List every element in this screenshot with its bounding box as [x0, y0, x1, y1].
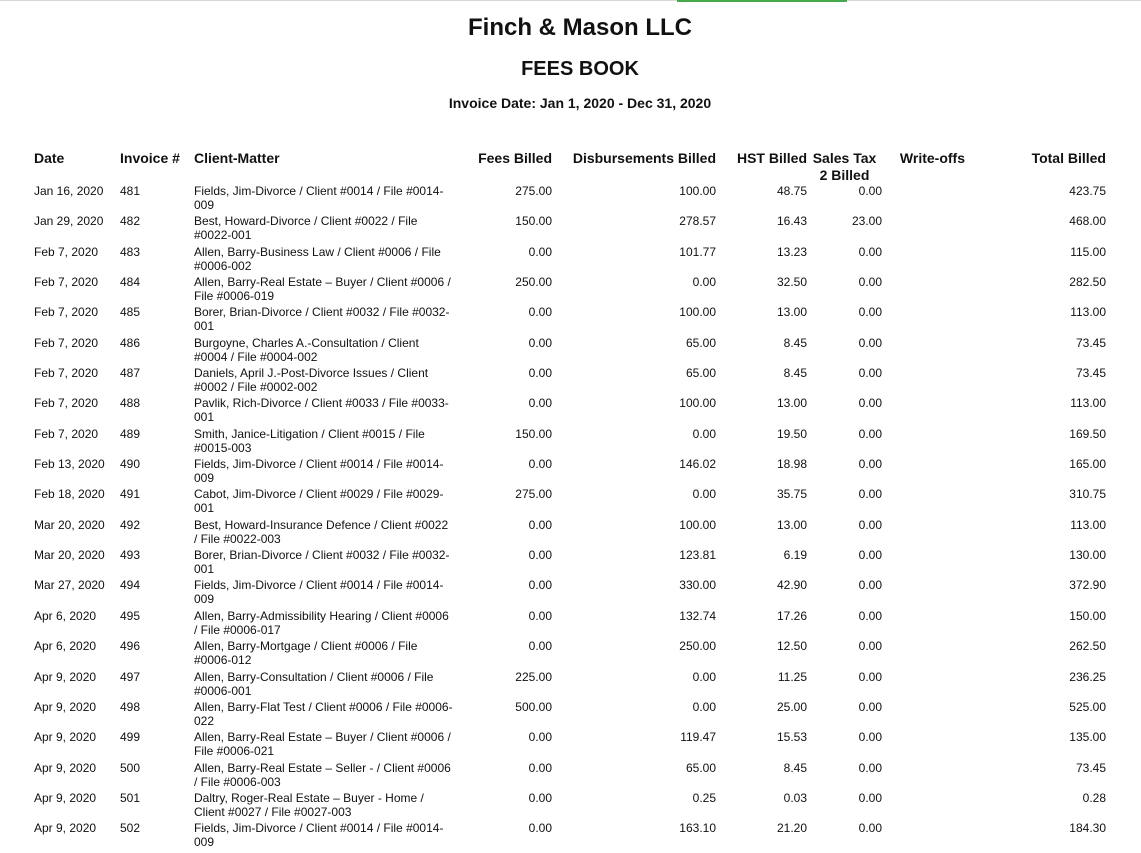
- column-header-hst-billed: HST Billed: [736, 150, 807, 166]
- sales-tax-2-billed-cell: 0.00: [858, 730, 882, 745]
- table-row: [34, 487, 1106, 517]
- date-cell: Feb 7, 2020: [34, 305, 99, 320]
- client-matter-cell: Allen, Barry-Admissibility Hearing / Client #0006 / File #0006-017: [194, 608, 449, 637]
- fees-billed-cell: 150.00: [515, 426, 552, 441]
- fees-billed-cell: 0.00: [528, 305, 552, 320]
- sales-tax-2-billed-cell: 0.00: [858, 608, 882, 623]
- sales-tax-2-billed-cell: 0.00: [858, 426, 882, 441]
- fees-table-body: [34, 184, 1106, 853]
- client-matter-cell: Allen, Barry-Real Estate – Buyer / Client #0006 / File #0006-021: [194, 730, 451, 759]
- total-billed-cell: 113.00: [1070, 517, 1106, 532]
- total-billed-cell: 184.30: [1069, 821, 1106, 836]
- client-matter-cell: Daltry, Roger-Real Estate – Buyer - Home / Client #0027 / File #0027-003: [194, 790, 424, 819]
- total-billed-cell: 423.75: [1069, 184, 1106, 198]
- report-title: FEES BOOK: [521, 58, 639, 80]
- client-matter-cell: Allen, Barry-Consultation / Client #0006 / File #0006-001: [194, 669, 434, 698]
- hst-billed-cell: 16.43: [776, 214, 807, 229]
- date-cell: Apr 9, 2020: [34, 790, 97, 805]
- date-cell: Jan 16, 2020: [34, 184, 104, 198]
- fees-billed-cell: 275.00: [515, 184, 552, 198]
- table-row: [34, 245, 1106, 275]
- write-offs-cell: [882, 427, 965, 457]
- table-row: [34, 396, 1106, 426]
- total-billed-cell: 282.50: [1069, 275, 1106, 290]
- write-offs-cell: [882, 457, 965, 487]
- sales-tax-2-billed-cell: 0.00: [858, 366, 882, 381]
- fees-billed-cell: 0.00: [528, 335, 552, 350]
- hst-billed-cell: 42.90: [776, 578, 807, 593]
- write-offs-cell: [882, 761, 965, 791]
- date-cell: Mar 27, 2020: [34, 578, 105, 593]
- table-row: [34, 275, 1106, 305]
- invoice-cell: 484: [120, 275, 141, 290]
- invoice-cell: 488: [120, 396, 141, 411]
- disbursements-billed-cell: 330.00: [679, 578, 716, 593]
- sales-tax-2-billed-cell: 0.00: [858, 487, 882, 502]
- invoice-cell: 491: [120, 487, 141, 502]
- date-cell: Apr 6, 2020: [34, 608, 97, 623]
- write-offs-cell: [882, 578, 965, 608]
- sales-tax-2-billed-cell: 0.00: [858, 275, 882, 290]
- disbursements-billed-cell: 250.00: [679, 639, 716, 654]
- date-cell: Feb 7, 2020: [34, 275, 99, 290]
- date-cell: Mar 20, 2020: [34, 548, 105, 563]
- write-offs-cell: [882, 730, 965, 760]
- total-billed-cell: 525.00: [1069, 699, 1106, 714]
- sales-tax-2-billed-cell: 0.00: [858, 639, 882, 654]
- total-billed-cell: 73.45: [1075, 760, 1106, 775]
- write-offs-cell: [882, 700, 965, 730]
- invoice-cell: 492: [120, 517, 141, 532]
- table-row: [34, 730, 1106, 760]
- sales-tax-2-billed-cell: 0.00: [858, 790, 882, 805]
- table-row: [34, 457, 1106, 487]
- hst-billed-cell: 11.25: [777, 669, 807, 684]
- sales-tax-2-billed-cell: 0.00: [858, 669, 882, 684]
- date-cell: Apr 6, 2020: [34, 639, 97, 654]
- sales-tax-2-billed-cell: 0.00: [858, 760, 882, 775]
- fees-billed-cell: 0.00: [528, 457, 552, 472]
- client-matter-cell: Best, Howard-Divorce / Client #0022 / File #0022-001: [194, 214, 418, 243]
- fees-billed-cell: 0.00: [528, 396, 552, 411]
- invoice-cell: 499: [120, 730, 141, 745]
- client-matter-cell: Allen, Barry-Real Estate – Buyer / Client #0006 / File #0006-019: [194, 275, 451, 304]
- fees-billed-cell: 150.00: [515, 214, 552, 229]
- hst-billed-cell: 19.50: [776, 426, 807, 441]
- client-matter-cell: Fields, Jim-Divorce / Client #0014 / File #0014-009: [194, 578, 444, 607]
- invoice-cell: 486: [120, 335, 141, 350]
- date-cell: Feb 7, 2020: [34, 426, 99, 441]
- client-matter-cell: Best, Howard-Insurance Defence / Client #0022 / File #0022-003: [194, 517, 449, 546]
- table-row: [34, 639, 1106, 669]
- fees-billed-cell: 0.00: [528, 517, 552, 532]
- table-row: [34, 821, 1106, 853]
- invoice-cell: 481: [120, 184, 141, 198]
- hst-billed-cell: 32.50: [776, 275, 807, 290]
- invoice-cell: 482: [120, 214, 141, 229]
- disbursements-billed-cell: 163.10: [679, 821, 716, 836]
- invoice-cell: 496: [120, 639, 141, 654]
- table-row: [34, 184, 1106, 214]
- client-matter-cell: Smith, Janice-Litigation / Client #0015 / File #0015-003: [194, 426, 425, 455]
- table-row: [34, 214, 1106, 244]
- disbursements-billed-cell: 65.00: [685, 760, 716, 775]
- total-billed-cell: 130.00: [1069, 548, 1106, 563]
- write-offs-cell: [882, 639, 965, 669]
- disbursements-billed-cell: 0.00: [692, 426, 716, 441]
- column-header-fees-billed: Fees Billed: [478, 150, 552, 166]
- sales-tax-2-billed-cell: 23.00: [851, 214, 882, 229]
- date-cell: Feb 13, 2020: [34, 457, 105, 472]
- disbursements-billed-cell: 100.00: [679, 184, 716, 198]
- disbursements-billed-cell: 65.00: [685, 366, 716, 381]
- date-cell: Apr 9, 2020: [34, 821, 97, 836]
- fees-billed-cell: 500.00: [515, 699, 552, 714]
- date-cell: Jan 29, 2020: [34, 214, 104, 229]
- sales-tax-2-billed-cell: 0.00: [858, 244, 882, 259]
- write-offs-cell: [882, 275, 965, 305]
- total-billed-cell: 113.00: [1070, 305, 1106, 320]
- fees-billed-cell: 250.00: [515, 275, 552, 290]
- write-offs-cell: [882, 336, 965, 366]
- table-row: [34, 427, 1106, 457]
- date-cell: Apr 9, 2020: [34, 730, 97, 745]
- date-cell: Mar 20, 2020: [34, 517, 105, 532]
- hst-billed-cell: 13.00: [776, 517, 807, 532]
- total-billed-cell: 165.00: [1069, 457, 1106, 472]
- disbursements-billed-cell: 100.00: [679, 517, 716, 532]
- hst-billed-cell: 13.00: [776, 305, 807, 320]
- write-offs-cell: [882, 305, 965, 335]
- fees-table: [34, 150, 1106, 853]
- hst-billed-cell: 0.03: [783, 790, 807, 805]
- table-row: [34, 578, 1106, 608]
- disbursements-billed-cell: 146.02: [679, 457, 716, 472]
- write-offs-cell: [882, 609, 965, 639]
- fees-billed-cell: 0.00: [528, 578, 552, 593]
- sales-tax-2-billed-cell: 0.00: [858, 335, 882, 350]
- write-offs-cell: [882, 245, 965, 275]
- client-matter-cell: Allen, Barry-Mortgage / Client #0006 / File #0006-012: [194, 639, 418, 668]
- table-row: [34, 700, 1106, 730]
- table-row: [34, 761, 1106, 791]
- fees-billed-cell: 275.00: [515, 487, 552, 502]
- fees-billed-cell: 0.00: [528, 608, 552, 623]
- total-billed-cell: 310.75: [1069, 487, 1106, 502]
- date-cell: Apr 9, 2020: [34, 669, 97, 684]
- table-row: [34, 366, 1106, 396]
- top-rule: [0, 0, 1141, 1]
- client-matter-cell: Allen, Barry-Business Law / Client #0006 / File #0006-002: [194, 244, 441, 273]
- disbursements-billed-cell: 65.00: [685, 335, 716, 350]
- disbursements-billed-cell: 0.00: [692, 487, 716, 502]
- hst-billed-cell: 17.26: [776, 608, 807, 623]
- invoice-cell: 500: [120, 760, 141, 775]
- invoice-cell: 490: [120, 457, 141, 472]
- disbursements-billed-cell: 123.81: [679, 548, 716, 563]
- disbursements-billed-cell: 119.47: [680, 730, 716, 745]
- write-offs-cell: [882, 366, 965, 396]
- hst-billed-cell: 13.23: [776, 244, 807, 259]
- write-offs-cell: [882, 821, 965, 853]
- hst-billed-cell: 25.00: [776, 699, 807, 714]
- table-row: [34, 305, 1106, 335]
- write-offs-cell: [882, 487, 965, 517]
- sales-tax-2-billed-cell: 0.00: [858, 699, 882, 714]
- total-billed-cell: 0.28: [1082, 790, 1106, 805]
- sales-tax-2-billed-cell: 0.00: [858, 457, 882, 472]
- disbursements-billed-cell: 132.74: [679, 608, 716, 623]
- write-offs-cell: [882, 518, 965, 548]
- write-offs-cell: [882, 548, 965, 578]
- client-matter-cell: Borer, Brian-Divorce / Client #0032 / File #0032-001: [194, 305, 450, 334]
- table-row: [34, 670, 1106, 700]
- fees-billed-cell: 0.00: [528, 548, 552, 563]
- client-matter-cell: Fields, Jim-Divorce / Client #0014 / File #0014-009: [194, 457, 444, 486]
- write-offs-cell: [882, 670, 965, 700]
- fees-billed-cell: 0.00: [528, 821, 552, 836]
- total-billed-cell: 113.00: [1070, 396, 1106, 411]
- invoice-cell: 498: [120, 699, 141, 714]
- disbursements-billed-cell: 101.77: [679, 244, 716, 259]
- write-offs-cell: [882, 396, 965, 426]
- total-billed-cell: 236.25: [1069, 669, 1106, 684]
- write-offs-cell: [882, 214, 965, 244]
- invoice-cell: 487: [120, 366, 141, 381]
- table-row: [34, 336, 1106, 366]
- write-offs-cell: [882, 791, 965, 821]
- invoice-cell: 495: [120, 608, 141, 623]
- invoice-cell: 493: [120, 548, 141, 563]
- date-cell: Apr 9, 2020: [34, 760, 97, 775]
- date-cell: Feb 7, 2020: [34, 244, 99, 259]
- invoice-cell: 483: [120, 244, 141, 259]
- fees-billed-cell: 0.00: [528, 366, 552, 381]
- total-billed-cell: 73.45: [1075, 366, 1106, 381]
- total-billed-cell: 372.90: [1069, 578, 1106, 593]
- hst-billed-cell: 18.98: [776, 457, 807, 472]
- table-row: [34, 791, 1106, 821]
- client-matter-cell: Daniels, April J.-Post-Divorce Issues / Client #0002 / File #0002-002: [194, 366, 429, 395]
- fees-billed-cell: 0.00: [528, 244, 552, 259]
- column-header-total-billed: Total Billed: [1031, 150, 1106, 166]
- fees-billed-cell: 0.00: [528, 730, 552, 745]
- sales-tax-2-billed-cell: 0.00: [858, 396, 882, 411]
- hst-billed-cell: 8.45: [783, 760, 807, 775]
- fees-billed-cell: 0.00: [528, 760, 552, 775]
- date-cell: Feb 7, 2020: [34, 366, 99, 381]
- sales-tax-2-billed-cell: 0.00: [858, 184, 882, 198]
- sales-tax-2-billed-cell: 0.00: [858, 517, 882, 532]
- date-cell: Feb 7, 2020: [34, 335, 99, 350]
- fees-billed-cell: 225.00: [515, 669, 552, 684]
- hst-billed-cell: 13.00: [776, 396, 807, 411]
- date-cell: Feb 7, 2020: [34, 396, 99, 411]
- write-offs-cell: [882, 184, 965, 214]
- total-billed-cell: 73.45: [1075, 335, 1106, 350]
- disbursements-billed-cell: 278.57: [679, 214, 716, 229]
- invoice-cell: 485: [120, 305, 141, 320]
- fees-billed-cell: 0.00: [528, 790, 552, 805]
- sales-tax-2-billed-cell: 0.00: [858, 821, 882, 836]
- client-matter-cell: Fields, Jim-Divorce / Client #0014 / File #0014-009: [194, 184, 444, 212]
- table-header-row: [34, 150, 1106, 184]
- total-billed-cell: 135.00: [1069, 730, 1106, 745]
- fees-billed-cell: 0.00: [528, 639, 552, 654]
- disbursements-billed-cell: 0.00: [692, 275, 716, 290]
- total-billed-cell: 468.00: [1069, 214, 1106, 229]
- client-matter-cell: Borer, Brian-Divorce / Client #0032 / File #0032-001: [194, 548, 450, 577]
- client-matter-cell: Pavlik, Rich-Divorce / Client #0033 / File #0033-001: [194, 396, 449, 425]
- hst-billed-cell: 35.75: [776, 487, 807, 502]
- client-matter-cell: Cabot, Jim-Divorce / Client #0029 / File #0029-001: [194, 487, 444, 516]
- client-matter-cell: Fields, Jim-Divorce / Client #0014 / File #0014-009: [194, 821, 444, 850]
- hst-billed-cell: 48.75: [776, 184, 807, 198]
- disbursements-billed-cell: 0.00: [692, 699, 716, 714]
- hst-billed-cell: 8.45: [783, 335, 807, 350]
- hst-billed-cell: 6.19: [783, 548, 807, 563]
- firm-name: Finch & Mason LLC: [468, 14, 692, 41]
- invoice-cell: 501: [120, 790, 141, 805]
- date-cell: Feb 18, 2020: [34, 487, 105, 502]
- column-header-disbursements-billed: Disbursements Billed: [572, 150, 716, 166]
- column-header-client-matter: Client-Matter: [194, 150, 280, 166]
- hst-billed-cell: 8.45: [783, 366, 807, 381]
- disbursements-billed-cell: 100.00: [679, 305, 716, 320]
- hst-billed-cell: 15.53: [776, 730, 807, 745]
- sales-tax-2-billed-cell: 0.00: [858, 305, 882, 320]
- total-billed-cell: 262.50: [1069, 639, 1106, 654]
- invoice-cell: 502: [120, 821, 141, 836]
- disbursements-billed-cell: 0.00: [692, 669, 716, 684]
- total-billed-cell: 169.50: [1069, 426, 1106, 441]
- hst-billed-cell: 21.20: [776, 821, 807, 836]
- invoice-cell: 489: [120, 426, 141, 441]
- invoice-cell: 494: [120, 578, 141, 593]
- sales-tax-2-billed-cell: 0.00: [858, 578, 882, 593]
- column-header-invoice: Invoice #: [120, 150, 180, 166]
- column-header-date: Date: [34, 150, 65, 166]
- column-header-write-offs: Write-offs: [899, 150, 965, 166]
- sales-tax-2-billed-cell: 0.00: [858, 548, 882, 563]
- client-matter-cell: Allen, Barry-Real Estate – Seller - / Client #0006 / File #0006-003: [194, 760, 451, 789]
- total-billed-cell: 150.00: [1069, 608, 1106, 623]
- column-header-sales-tax-2-billed: Sales Tax 2 Billed: [812, 150, 877, 183]
- total-billed-cell: 115.00: [1070, 244, 1106, 259]
- top-accent-bar: [677, 0, 847, 2]
- disbursements-billed-cell: 100.00: [679, 396, 716, 411]
- invoice-date-range: Invoice Date: Jan 1, 2020 - Dec 31, 2020: [448, 95, 712, 111]
- table-row: [34, 548, 1106, 578]
- table-row: [34, 609, 1106, 639]
- invoice-cell: 497: [120, 669, 141, 684]
- hst-billed-cell: 12.50: [776, 639, 807, 654]
- disbursements-billed-cell: 0.25: [692, 790, 716, 805]
- client-matter-cell: Burgoyne, Charles A.-Consultation / Client #0004 / File #0004-002: [194, 335, 419, 364]
- client-matter-cell: Allen, Barry-Flat Test / Client #0006 / File #0006-022: [194, 699, 453, 728]
- table-row: [34, 518, 1106, 548]
- date-cell: Apr 9, 2020: [34, 699, 97, 714]
